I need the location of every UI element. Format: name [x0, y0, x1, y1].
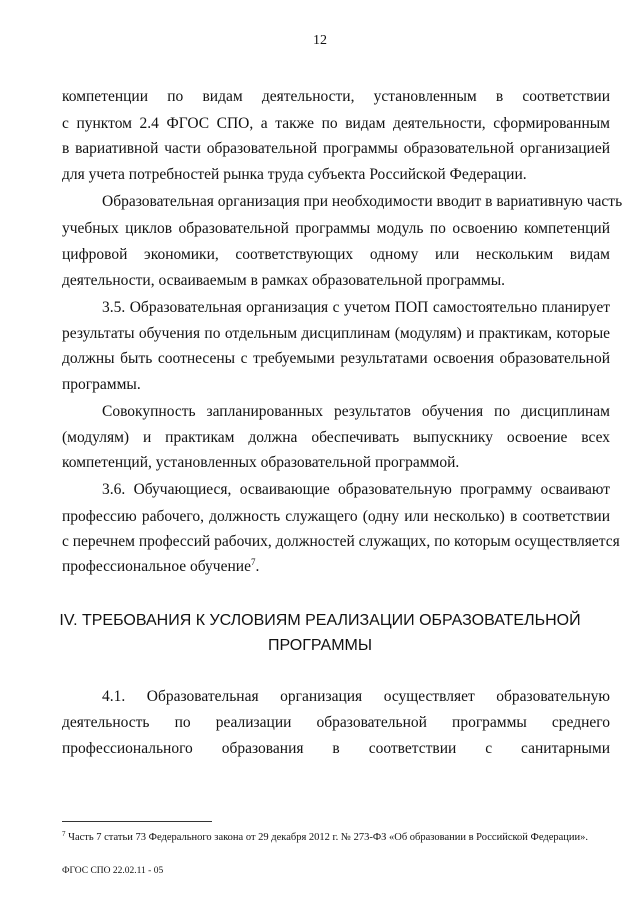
text-line: 4.1. Образовательная организация осуществляет образовательную — [102, 688, 610, 705]
text-line: (модулям) и практикам должна обеспечивать выпускнику освоение всех — [62, 429, 610, 446]
text-line: Совокупность запланированных результатов обучения по дисциплинам — [102, 403, 610, 420]
page-number: 12 — [313, 33, 327, 48]
text-fragment: . — [255, 558, 260, 575]
section-heading: ПРОГРАММЫ — [267, 637, 373, 654]
text-line: цифровой экономики, соответствующих одному или нескольким видам — [62, 246, 610, 263]
text-line — [62, 558, 610, 576]
text-line: учебных циклов образовательной программы модуль по освоению компетенций — [62, 220, 610, 237]
text-line: компетенций, установленных образовательной программой. — [62, 454, 460, 471]
text-line: профессию рабочего, должность служащего (одну или несколько) в соответствии — [62, 508, 610, 525]
text-fragment: профессиональное обучение — [62, 558, 251, 575]
text-line: должны быть соотнесены с требуемыми результатами освоения образовательной — [62, 350, 610, 367]
text-line: компетенции по видам деятельности, установленным в соответствии — [62, 88, 610, 105]
footnote-reference[interactable]: 7 — [250, 557, 256, 567]
text-line: в вариативной части образовательной программы образовательной организацией — [62, 140, 610, 157]
text-line: для учета потребностей рынка труда субъекта Российской Федерации. — [62, 166, 527, 183]
section-heading: IV. ТРЕБОВАНИЯ К УСЛОВИЯМ РЕАЛИЗАЦИИ ОБРАЗОВАТЕЛЬНОЙ — [59, 612, 581, 629]
footnote-text: Часть 7 статьи 73 Федерального закона от 29 декабря 2012 г. № 273-ФЗ «Об образовании в Российской Федерации». — [65, 832, 589, 843]
text-line: профессионального образования в соответствии с санитарными — [62, 740, 610, 757]
text-line: Образовательная организация при необходимости вводит в вариативную часть — [102, 193, 623, 210]
text-line: программы. — [62, 376, 141, 393]
text-line: с пунктом 2.4 ФГОС СПО, а также по видам деятельности, сформированным — [62, 115, 610, 132]
footnote-mark: 7 — [62, 830, 66, 838]
text-line: деятельность по реализации образовательной программы среднего — [62, 714, 610, 731]
text-line: с перечнем профессий рабочих, должностей служащих, по которым осуществляется — [62, 533, 620, 550]
footnote — [62, 832, 612, 843]
text-line: 3.6. Обучающиеся, осваивающие образовательную программу осваивают — [102, 481, 610, 498]
footnote-separator — [62, 821, 212, 822]
document-code: ФГОС СПО 22.02.11 - 05 — [62, 866, 164, 876]
text-line: 3.5. Образовательная организация с учетом ПОП самостоятельно планирует — [102, 299, 610, 316]
text-line: деятельности, осваиваемым в рамках образовательной программы. — [62, 272, 505, 289]
text-line: результаты обучения по отдельным дисциплинам (модулям) и практикам, которые — [62, 325, 610, 342]
